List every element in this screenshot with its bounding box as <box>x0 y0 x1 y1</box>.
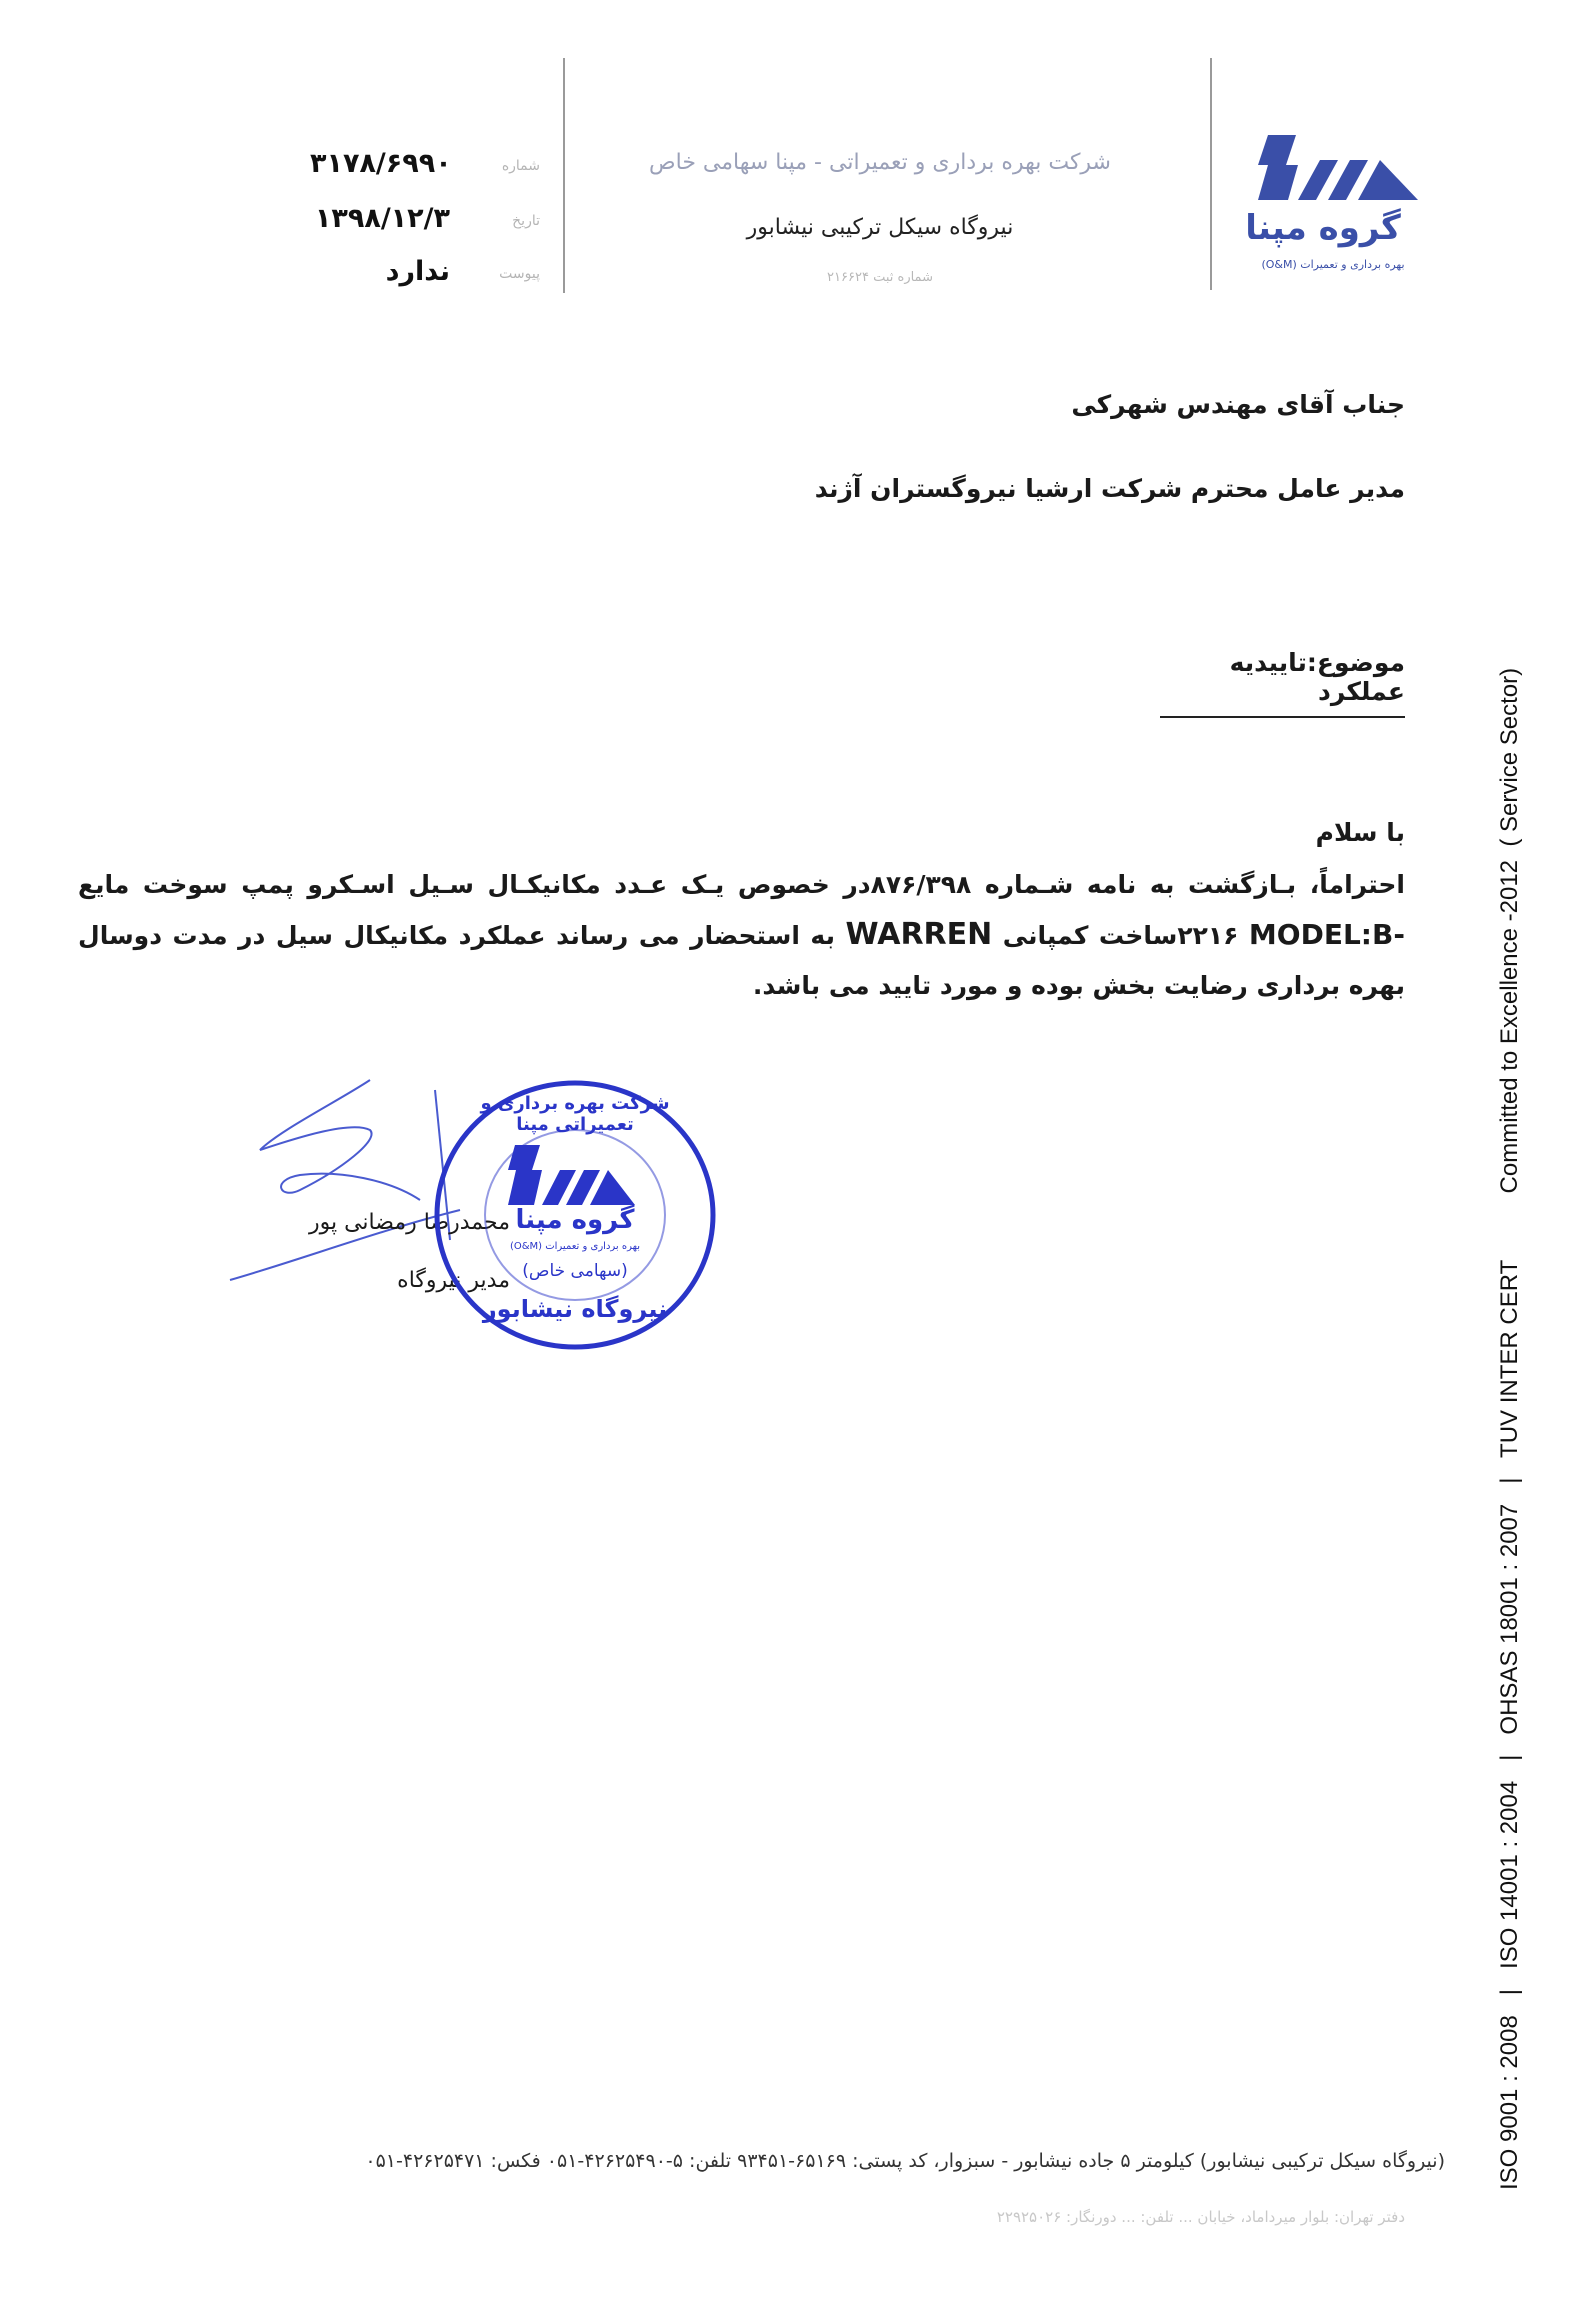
letterhead <box>0 0 1588 310</box>
stamp-bottom-text: نیروگاه نیشابور <box>482 1295 668 1323</box>
body-part-1: احتراماً، بـازگشت به نامه شـماره ۸۷۶/۳۹۸در خصوص یـک عـدد مکانیکـال سـیل اسـکرو پمپ سوخت مایع <box>78 870 1405 899</box>
logo-subtext: بهره برداری و تعمیرات (O&M) <box>1261 258 1405 271</box>
body-part-2b: به استحضار می رساند عملکرد مکانیکال سیل در مدت دوسال بهره برداری رضایت بخش بوده و مورد تایید می باشد. <box>78 921 1405 1000</box>
attachment-label: پیوست <box>499 266 540 282</box>
stamp-logo-text: گروه مپنا <box>515 1205 635 1235</box>
header-divider-left <box>563 58 565 293</box>
recipient-name: جناب آقای مهندس شهرکی <box>1071 390 1405 419</box>
letter-date: ۱۳۹۸/۱۲/۳ <box>314 203 450 234</box>
letter-number: ۳۱۷۸/۶۹۹۰ <box>310 148 452 179</box>
brand-name: WARREN <box>845 917 993 952</box>
model-code: MODEL:B- <box>1248 918 1405 951</box>
stamp-company-type: (سهامی خاص) <box>522 1261 628 1281</box>
header-divider-right <box>1210 58 1212 290</box>
greeting: با سلام <box>1315 818 1405 847</box>
plant-name: نیروگاه سیکل ترکیبی نیشابور <box>746 215 1014 240</box>
letter-body <box>78 860 1405 1011</box>
signatory-title: مدیر نیروگاه <box>397 1268 510 1293</box>
company-stamp <box>430 1075 720 1355</box>
signatory-name: محمدرضا رمضانی پور <box>308 1210 510 1235</box>
body-part-2a: ۲۲۱۶ساخت کمپانی <box>1002 921 1239 950</box>
certifications-strip <box>1490 290 1530 2190</box>
registration-number: شماره ثبت ۲۱۶۶۲۴ <box>827 270 933 285</box>
footer-address: (نیروگاه سیکل ترکیبی نیشابور) کیلومتر ۵ جاده نیشابور - سبزوار، کد پستی: ۶۵۱۶۹-۹۳۴۵۱ تلفن: ۵-۴۲۶۲۵۴۹۰-۰۵۱ فکس: ۴۲۶۲۵۴۷۱-۰۵۱ <box>365 2150 1445 2172</box>
logo-text: گروه مپنا <box>1245 208 1401 248</box>
company-name: شرکت بهره برداری و تعمیراتی - مپنا سهامی خاص <box>649 150 1111 175</box>
attachment-value: ندارد <box>385 256 450 287</box>
recipient-title: مدیر عامل محترم شرکت ارشیا نیروگستران آژند <box>814 474 1405 503</box>
certifications-text: ISO 9001 : 2008 | ISO 14001 : 2004 | OHSAS 18001 : 2007 | TUV INTER CERT Committed to Excellence -2012 ( Service Sector) <box>1496 667 1523 2190</box>
company-logo <box>1238 130 1428 280</box>
date-label: تاریخ <box>512 213 540 229</box>
stamp-sub-text: بهره برداری و تعمیرات (O&M) <box>509 1241 641 1252</box>
subject: موضوع:تاییدیه عملکرد <box>1160 648 1405 718</box>
number-label: شماره <box>501 158 540 174</box>
footer-tehran-office: دفتر تهران: بلوار میرداماد، خیابان ... تلفن: ... دورنگار: ۲۲۹۲۵۰۲۶ <box>996 2208 1405 2226</box>
stamp-outer-text: شرکت بهره برداری و تعمیراتی مپنا <box>480 1093 670 1135</box>
